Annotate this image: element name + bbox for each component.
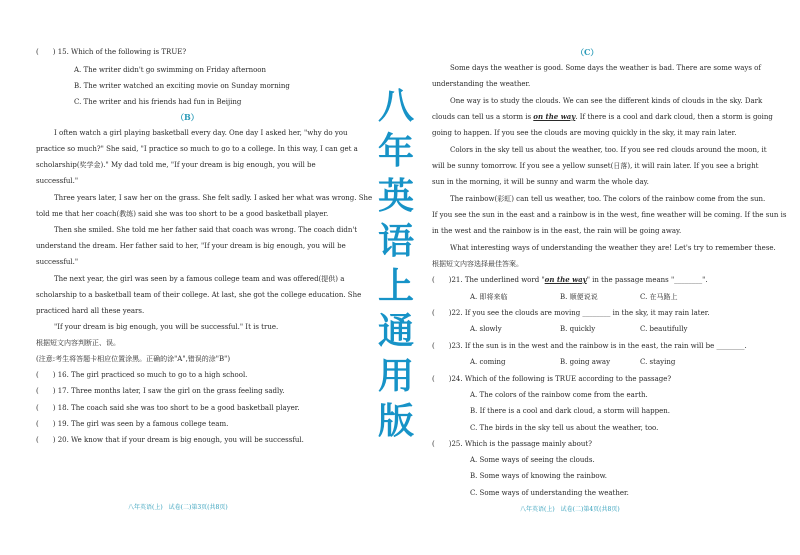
- banner-char: 版: [377, 401, 414, 442]
- passage-line: told me that her coach(教练) said she was too short to be a good basketball player.: [36, 210, 329, 218]
- tf-question: ( ) 16. The girl practiced so much to go to a high school.: [36, 371, 248, 379]
- passage-line: The next year, the girl was seen by a famous college team and was offered(提供) a: [54, 275, 345, 283]
- passage-line: One way is to study the clouds. We can see the different kinds of clouds in the sky. Dark: [450, 97, 763, 105]
- passage-line: Then she smiled. She told me her father said that coach was wrong. The coach didn't: [54, 226, 358, 234]
- underlined-phrase: on the way: [533, 112, 576, 121]
- passage-line: "If your dream is big enough, you will be successful." It is true.: [54, 323, 279, 331]
- tf-question: ( ) 17. Three months later, I saw the girl on the grass feeling sadly.: [36, 387, 285, 395]
- q21-option-b: B. 顺便说说: [560, 293, 598, 301]
- q23-option-c: C. staying: [640, 358, 676, 366]
- banner-char: 年: [377, 131, 414, 172]
- section-b-heading: （B）: [176, 112, 199, 122]
- q24-option-a: A. The colors of the rainbow come from the earth.: [470, 391, 648, 399]
- instruction-note: (注意:考生将答题卡相应位置涂黑。正确的涂"A",错误的涂"B"): [36, 355, 231, 363]
- passage-line: Colors in the sky tell us about the weather, too. If you see red clouds around the moon, it: [450, 146, 767, 154]
- section-c-heading: （C）: [576, 47, 599, 57]
- banner-char: 英: [377, 176, 414, 217]
- q22-option-b: B. quickly: [560, 325, 596, 333]
- banner-char: 语: [377, 221, 414, 262]
- tf-question: ( ) 20. We know that if your dream is big enough, you will be successful.: [36, 436, 304, 444]
- tf-question: ( ) 18. The coach said she was too short to be a good basketball player.: [36, 404, 300, 412]
- banner-char: 用: [377, 356, 414, 397]
- left-page-footer: 八年英语(上) 试卷(二)第3页(共8页): [128, 504, 228, 511]
- passage-line: The rainbow(彩虹) can tell us weather, too. The colors of the rainbow come from the sun.: [450, 195, 766, 203]
- passage-line: practice so much?" She said, "I practice so much to go to a college. In this way, I can get a: [36, 145, 358, 153]
- passage-line: successful.": [36, 258, 79, 266]
- banner-char: 上: [377, 266, 414, 307]
- passage-line: in the west and the rainbow is in the east, the rain will be going away.: [432, 227, 682, 235]
- q21-stem: ( )21. The underlined word "on the way" in the passage means "________".: [432, 275, 708, 284]
- right-page-footer: 八年英语(上) 试卷(二)第4页(共8页): [520, 506, 620, 513]
- q21-option-c: C. 在马路上: [640, 293, 678, 301]
- q25-option-b: B. Some ways of knowing the rainbow.: [470, 472, 608, 480]
- q23-stem: ( )23. If the sun is in the west and the rainbow is in the east, the rain will be ________.: [432, 342, 747, 350]
- q22-option-c: C. beautifully: [640, 325, 688, 333]
- passage-line: sun in the morning, it will be sunny and warm the whole day.: [432, 178, 649, 186]
- tf-question: ( ) 19. The girl was seen by a famous college team.: [36, 420, 229, 428]
- passage-line: Some days the weather is good. Some days the weather is bad. There are some ways of: [450, 64, 761, 72]
- instruction: 根据短文内容选择最佳答案。: [432, 260, 523, 268]
- passage-line: What interesting ways of understanding the weather they are! Let's try to remember these.: [450, 244, 776, 252]
- passage-line: successful.": [36, 177, 79, 185]
- q25-stem: ( )25. Which is the passage mainly about?: [432, 440, 592, 448]
- q25-option-a: A. Some ways of seeing the clouds.: [470, 456, 595, 464]
- passage-line: Three years later, I saw her on the grass. She felt sadly. I asked her what was wrong. She: [54, 194, 373, 202]
- question-text: 15. Which of the following is TRUE?: [57, 48, 187, 56]
- q24-option-c: C. The birds in the sky tell us about the weather, too.: [470, 424, 659, 432]
- banner-char: 八: [377, 86, 414, 127]
- passage-line: clouds can tell us a storm is on the way. If there is a cool and dark cloud, then a storm is going: [432, 112, 773, 121]
- q15-option-a: A. The writer didn't go swimming on Friday afternoon: [74, 66, 267, 74]
- q15-option-c: C. The writer and his friends had fun in Beijing: [74, 98, 242, 106]
- passage-line: If you see the sun in the east and a rainbow is in the west, fine weather will be coming. If the sun is: [432, 211, 787, 219]
- instruction: 根据短文内容判断正、误。: [36, 339, 120, 347]
- q25-option-c: C. Some ways of understanding the weather.: [470, 489, 629, 497]
- q23-option-b: B. going away: [560, 358, 611, 366]
- q23-option-a: A. coming: [470, 358, 506, 366]
- passage-line: will be sunny tomorrow. If you see a yellow sunset(日落), it will rain later. If you see a bright: [432, 162, 759, 170]
- q21-option-a: A. 即将来临: [470, 293, 508, 301]
- answer-paren: ( ): [36, 48, 56, 56]
- banner-char: 通: [377, 311, 414, 352]
- q22-option-a: A. slowly: [470, 325, 502, 333]
- q24-option-b: B. If there is a cool and dark cloud, a storm will happen.: [470, 407, 670, 415]
- passage-line: going to happen. If you see the clouds are moving quickly in the sky, it may rain later.: [432, 129, 737, 137]
- passage-line: scholarship(奖学金)." My dad told me, "If your dream is big enough, you will be: [36, 161, 316, 169]
- grade-banner: [366, 84, 426, 444]
- passage-line: I often watch a girl playing basketball every day. One day I asked her, "why do you: [54, 129, 348, 137]
- passage-line: understanding the weather.: [432, 80, 531, 88]
- passage-line: scholarship to a basketball team of their college. At last, she got the college education. She: [36, 291, 362, 299]
- q24-stem: ( )24. Which of the following is TRUE according to the passage?: [432, 375, 672, 383]
- passage-line: understand the dream. Her father said to her, "If your dream is big enough, you will be: [36, 242, 346, 250]
- q15-stem: [36, 47, 186, 57]
- q15-option-b: B. The writer watched an exciting movie on Sunday morning: [74, 82, 290, 90]
- passage-line: practiced hard all these years.: [36, 307, 145, 315]
- q22-stem: ( )22. If you see the clouds are moving ________ in the sky, it may rain later.: [432, 309, 710, 317]
